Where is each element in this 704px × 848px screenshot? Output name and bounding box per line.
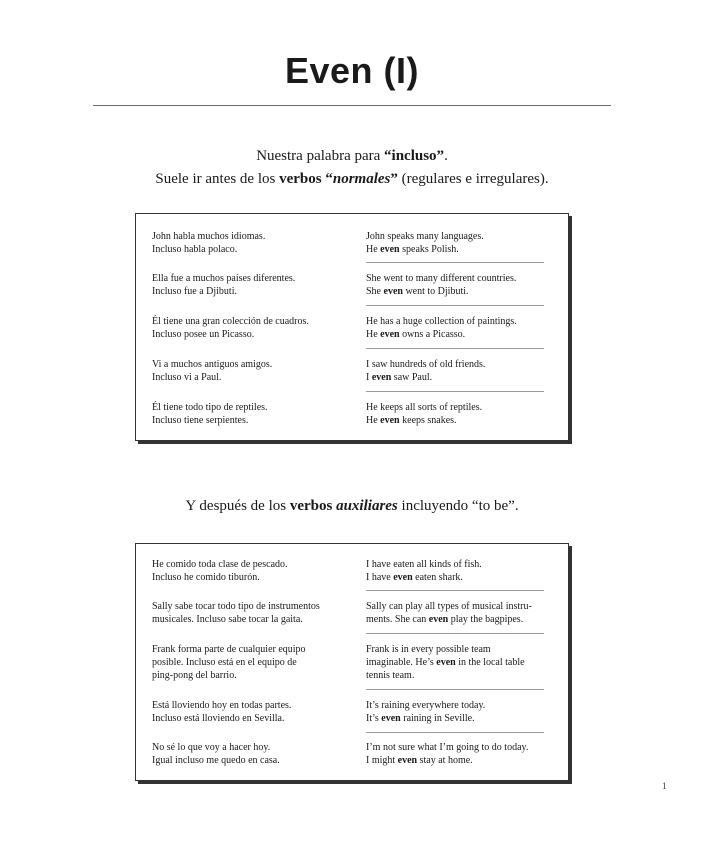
spanish-text: Está lloviendo hoy en todas partes. Incluso está lloviendo en Sevilla. — [152, 700, 292, 724]
english-text: Sally can play all types of musical instru- ments. She can even play the bagpipes. — [366, 601, 532, 625]
spanish-text: No sé lo que voy a hacer hoy. Igual incluso me quedo en casa. — [152, 742, 280, 766]
spanish-text: Ella fue a muchos países diferentes. Incluso fue a Djibuti. — [152, 273, 296, 297]
title-rule — [93, 105, 611, 106]
row-divider — [366, 391, 544, 392]
row-divider — [366, 633, 544, 634]
intro-line-1: Nuestra palabra para “incluso”. — [256, 148, 448, 164]
spanish-text: Él tiene una gran colección de cuadros. Incluso posee un Picasso. — [152, 316, 309, 340]
spanish-text: He comido toda clase de pescado. Incluso he comido tiburón. — [152, 559, 288, 583]
row-divider — [366, 590, 544, 591]
row-divider — [366, 262, 544, 263]
english-text: I have eaten all kinds of fish. I have even eaten shark. — [366, 559, 482, 583]
english-text: Frank is in every possible team imaginable. He’s even in the local table tennis team. — [366, 644, 525, 681]
spanish-text: Él tiene todo tipo de reptiles. Incluso tiene serpientes. — [152, 402, 268, 426]
examples-box-normal-verbs — [135, 213, 569, 441]
spanish-text: Sally sabe tocar todo tipo de instrumentos musicales. Incluso sabe tocar la gaita. — [152, 601, 320, 625]
english-text: He keeps all sorts of reptiles. He even keeps snakes. — [366, 402, 483, 426]
row-divider — [366, 305, 544, 306]
spanish-text: John habla muchos idiomas. Incluso habla polaco. — [152, 231, 266, 255]
english-text: I’m not sure what I’m going to do today. I might even stay at home. — [366, 742, 529, 766]
intro-auxiliary-verbs: Y después de los verbos auxiliares incluyendo “to be”. — [185, 498, 519, 514]
english-text: He has a huge collection of paintings. He even owns a Picasso. — [366, 316, 517, 340]
page-number: 1 — [662, 781, 667, 791]
examples-box-auxiliary-verbs — [135, 543, 569, 781]
english-text: It’s raining everywhere today. It’s even raining in Seville. — [366, 700, 486, 724]
spanish-text: Vi a muchos antiguos amigos. Incluso vi a Paul. — [152, 359, 273, 383]
intro-line-2: Suele ir antes de los verbos “normales” (regulares e irregulares). — [155, 171, 549, 187]
english-text: She went to many different countries. She even went to Djibuti. — [366, 273, 517, 297]
english-text: John speaks many languages. He even speaks Polish. — [366, 231, 484, 255]
page-title: Even (I) — [284, 50, 420, 91]
row-divider — [366, 348, 544, 349]
english-text: I saw hundreds of old friends. I even saw Paul. — [366, 359, 486, 383]
row-divider — [366, 689, 544, 690]
row-divider — [366, 732, 544, 733]
spanish-text: Frank forma parte de cualquier equipo posible. Incluso está en el equipo de ping-pong del barrio. — [152, 644, 306, 681]
